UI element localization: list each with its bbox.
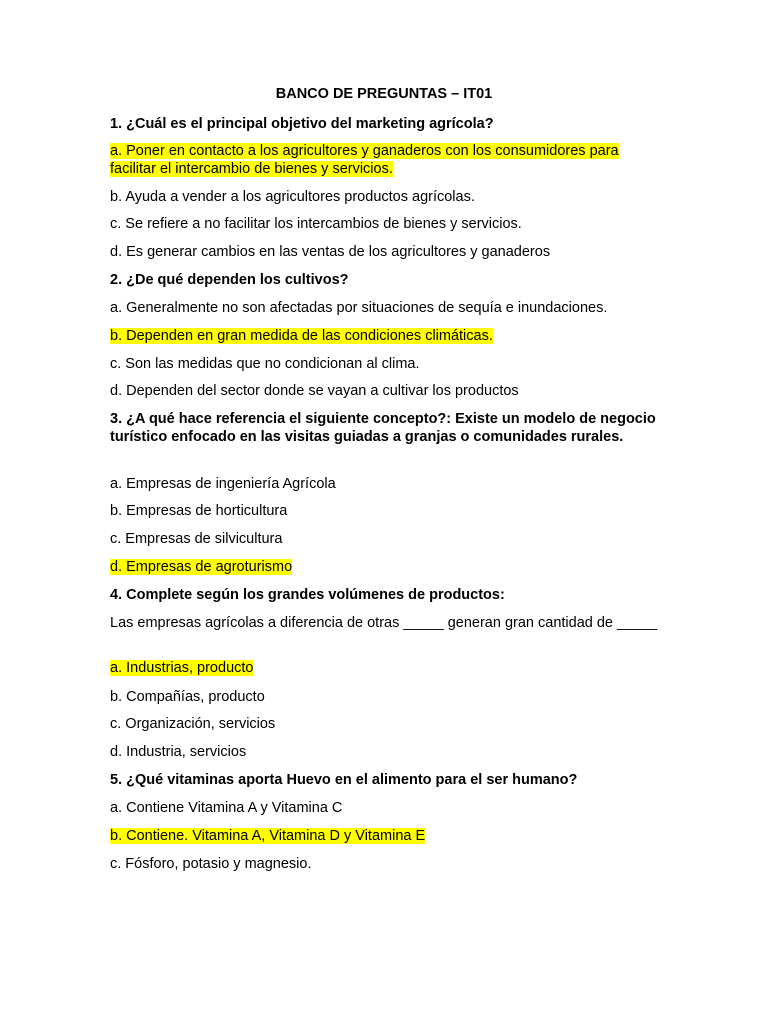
question-1: 1. ¿Cuál es el principal objetivo del marketing agrícola? bbox=[110, 116, 494, 132]
answer-highlight: a. Industrias, producto bbox=[110, 660, 254, 676]
question-5-option-b bbox=[110, 827, 658, 845]
question-1-option-a bbox=[110, 142, 658, 178]
question-5: 5. ¿Qué vitaminas aporta Huevo en el alimento para el ser humano? bbox=[110, 772, 578, 788]
question-4-statement: Las empresas agrícolas a diferencia de otras _____ generan gran cantidad de _____ bbox=[110, 615, 658, 631]
question-2-option-c: c. Son las medidas que no condicionan al clima. bbox=[110, 356, 420, 372]
question-2-option-d: d. Dependen del sector donde se vayan a cultivar los productos bbox=[110, 383, 519, 399]
question-4: 4. Complete según los grandes volúmenes de productos: bbox=[110, 587, 505, 603]
answer-highlight: a. Poner en contacto a los agricultores y ganaderos con los consumidores para facilitar el intercambio de bienes y servicios. bbox=[110, 143, 619, 177]
question-2-option-b bbox=[110, 327, 658, 345]
question-5-option-a: a. Contiene Vitamina A y Vitamina C bbox=[110, 800, 343, 816]
question-2-option-a: a. Generalmente no son afectadas por situaciones de sequía e inundaciones. bbox=[110, 300, 608, 316]
question-3: 3. ¿A qué hace referencia el siguiente concepto?: Existe un modelo de negocio turístico enfocado en las visitas guiadas a granjas o comunidades rurales. bbox=[110, 411, 656, 445]
question-1-option-c: c. Se refiere a no facilitar los intercambios de bienes y servicios. bbox=[110, 216, 522, 232]
question-4-option-b: b. Compañías, producto bbox=[110, 689, 265, 705]
question-4-option-a bbox=[110, 659, 658, 677]
question-3-option-d bbox=[110, 558, 658, 576]
document-title: BANCO DE PREGUNTAS – IT01 bbox=[275, 86, 493, 102]
question-2: 2. ¿De qué dependen los cultivos? bbox=[110, 272, 349, 288]
answer-highlight: d. Empresas de agroturismo bbox=[110, 559, 293, 575]
question-3-option-c: c. Empresas de silvicultura bbox=[110, 531, 283, 547]
answer-highlight: b. Dependen en gran medida de las condiciones climáticas. bbox=[110, 328, 493, 344]
question-4-option-d: d. Industria, servicios bbox=[110, 744, 247, 760]
question-4-option-c: c. Organización, servicios bbox=[110, 716, 276, 732]
question-1-option-b: b. Ayuda a vender a los agricultores productos agrícolas. bbox=[110, 189, 475, 205]
answer-highlight: b. Contiene. Vitamina A, Vitamina D y Vitamina E bbox=[110, 828, 426, 844]
question-5-option-c: c. Fósforo, potasio y magnesio. bbox=[110, 856, 312, 872]
question-3-option-a: a. Empresas de ingeniería Agrícola bbox=[110, 476, 336, 492]
question-1-option-d: d. Es generar cambios en las ventas de los agricultores y ganaderos bbox=[110, 244, 551, 260]
question-3-option-b: b. Empresas de horticultura bbox=[110, 503, 288, 519]
